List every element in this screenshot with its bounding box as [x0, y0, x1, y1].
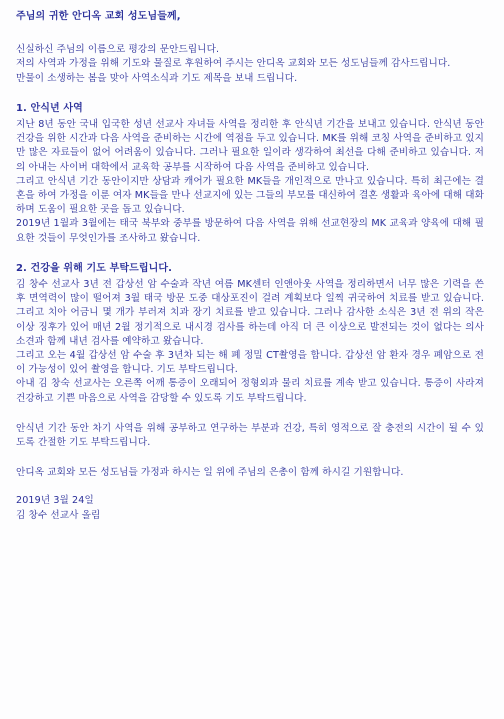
letter-date: 2019년 3월 24일	[16, 495, 94, 507]
section1-heading: 1. 안식년 사역	[16, 102, 83, 114]
intro-greeting: 신실하신 주님의 이름으로 평강의 문안드립니다.	[16, 44, 220, 56]
spacer	[16, 450, 484, 466]
spacer	[16, 246, 484, 262]
section2-heading: 2. 건강을 위해 기도 부탁드립니다.	[16, 262, 173, 274]
section2-paragraph-2: 그리고 오는 4월 갑상선 암 수술 후 3년차 되는 해 폐 정밀 CT촬영을 합니다. 갑상선 암 환자 경우 폐암으로 전이 가능성이 있어 촬영을 합니다. 기도 부탁드립니다.	[16, 350, 484, 376]
salutation: 주님의 귀한 안디옥 교회 성도님들께,	[16, 11, 181, 22]
blessing: 안디옥 교회와 모든 성도님들 가정과 하시는 일 위에 주님의 은총이 함께 하시길 기원합니다.	[16, 467, 404, 479]
intro-thanks: 저의 사역과 가정을 위해 기도와 물질로 후원하여 주시는 안디옥 교회와 모든 성도님들께 감사드립니다.	[16, 58, 451, 70]
prayer-request: 안식년 기간 동안 차기 사역을 위해 공부하고 연구하는 부분과 건강, 특히 영적으로 잘 충전의 시간이 될 수 있도록 간절한 기도 부탁드립니다.	[16, 422, 484, 449]
spacer	[16, 86, 484, 102]
section1-paragraph-1: 지난 8년 동안 국내 입국한 성년 선교사 자녀들 사역을 정리한 후 안식년 기간을 보내고 있습니다. 안식년 동안 건강을 위한 시간과 다음 사역을 준비하는 시간에 역점을 두고 있습니다. MK를 위해 코칭 사역을 준비하고 있지만 많은 자료들이 없어 어려움이 있습니다. 그러나 필요한 일이라 생각하여 최선을 다해 준비하고 있습니다. 저의 아내는 사이버 대학에서 교육학 공부를 시작하여 다음 사역을 준비하고 있습니다.	[16, 119, 484, 173]
spacer	[16, 406, 484, 422]
section1-paragraph-2: 그리고 안식년 기간 동안이지만 상담과 캐어가 필요한 MK들을 개인적으로 만나고 있습니다. 특히 최근에는 결혼을 하여 가정을 이룬 여자 MK들을 만나 선교지에 있는 그들의 부모를 대신하여 결혼 생활과 육아에 대해 대화하며 도움이 필요한 곳을 돕고 있습니다.	[16, 175, 484, 216]
section2-paragraph-3: 아내 김 창숙 선교사는 오른쪽 어깨 통증이 오래되어 정형외과 물리 치료를 계속 받고 있습니다. 통증이 사라져 건강하고 기쁜 마음으로 사역을 감당할 수 있도록 기도 부탁드립니다.	[16, 378, 484, 404]
signature: 김 창수 선교사 올림	[16, 509, 101, 521]
section1-paragraph-3: 2019년 1월과 3월에는 태국 북부와 중부를 방문하여 다음 사역을 위해 선교현장의 MK 교육과 양육에 대해 필요한 것들이 무엇인가를 조사하고 왔습니다.	[16, 218, 484, 244]
intro-purpose: 만물이 소생하는 봄을 맞아 사역소식과 기도 제목을 보내 드립니다.	[16, 72, 298, 84]
section2-paragraph-1: 김 창수 선교사 3년 전 갑상선 암 수술과 작년 여름 MK센터 인앤아웃 사역을 정리하면서 너무 많은 기력을 쓴 후 면역력이 많이 떨어져 3월 태국 방문 도중 대상포진이 걸려 계획보다 일찍 귀국하여 치료를 받고 있습니다. 그리고 치아 어금니 몇 개가 부러져 치과 장기 치료를 받고 있습니다. 그러나 감사한 소식은 3년 전 위의 작은 이상 징후가 있어 매년 2월 정기적으로 내시경 검사를 하는데 아직 더 큰 이상으로 발전되는 것이 없다는 의사 소견과 함께 내년 검사를 예약하고 왔습니다.	[16, 279, 484, 347]
